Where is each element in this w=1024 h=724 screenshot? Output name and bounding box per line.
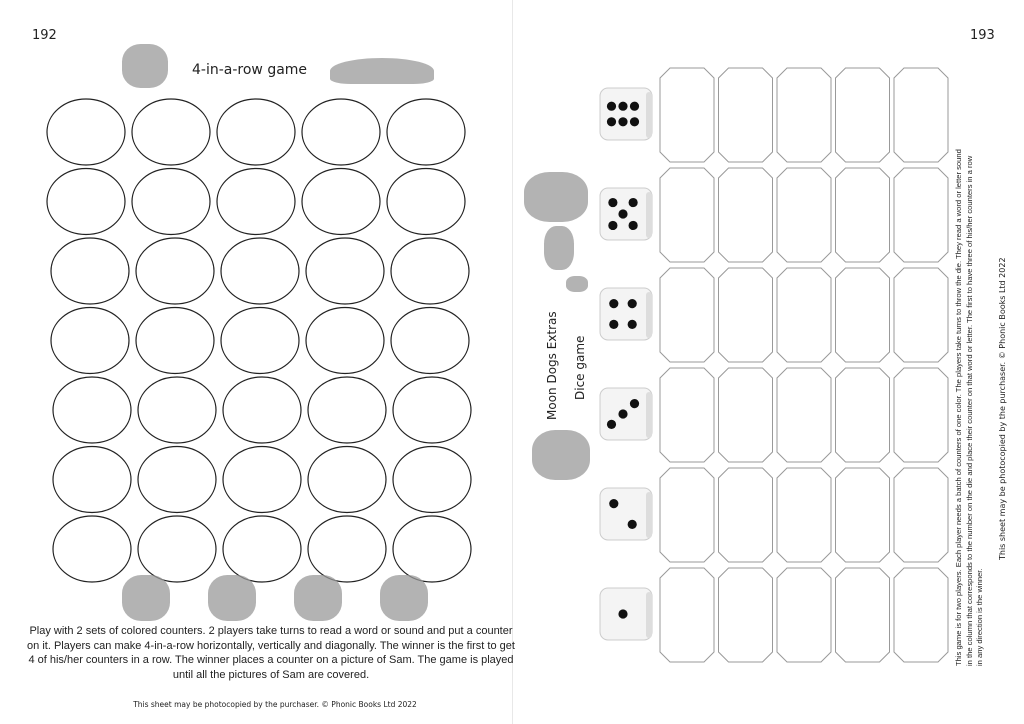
counter-oval[interactable] bbox=[53, 447, 131, 513]
counter-oval[interactable] bbox=[302, 169, 380, 235]
word-card[interactable] bbox=[719, 568, 773, 662]
counter-oval[interactable] bbox=[302, 99, 380, 165]
die-pip bbox=[607, 117, 616, 126]
instruction-line: in any direction is the winner. bbox=[975, 568, 984, 666]
dice-board bbox=[512, 0, 1024, 724]
page-title: 4-in-a-row game bbox=[192, 62, 308, 78]
die-pip bbox=[618, 209, 627, 218]
counter-oval[interactable] bbox=[306, 308, 384, 374]
die-pip bbox=[618, 102, 627, 111]
word-card[interactable] bbox=[777, 168, 831, 262]
word-card[interactable] bbox=[836, 168, 890, 262]
counter-oval[interactable] bbox=[223, 447, 301, 513]
die-pip bbox=[609, 499, 618, 508]
die-pip bbox=[629, 221, 638, 230]
die-pip bbox=[628, 299, 637, 308]
word-card[interactable] bbox=[894, 268, 948, 362]
counter-oval[interactable] bbox=[308, 377, 386, 443]
sam-dog-picture[interactable] bbox=[122, 575, 170, 621]
counter-oval[interactable] bbox=[391, 238, 469, 304]
word-card[interactable] bbox=[719, 168, 773, 262]
page-number-right: 193 bbox=[970, 28, 995, 43]
die-pip bbox=[618, 409, 627, 418]
instruction-line: This game is for two players. Each player needs a batch of counters of one color. The players take turns to throw the die. They read a word or letter sound bbox=[954, 149, 963, 666]
sam-dog-picture[interactable] bbox=[208, 575, 256, 621]
die-pip bbox=[630, 399, 639, 408]
counter-oval[interactable] bbox=[51, 238, 129, 304]
counter-oval[interactable] bbox=[132, 99, 210, 165]
counter-oval[interactable] bbox=[217, 99, 295, 165]
counter-oval[interactable] bbox=[393, 447, 471, 513]
word-card[interactable] bbox=[777, 568, 831, 662]
word-card[interactable] bbox=[836, 68, 890, 162]
sam-dog-picture[interactable] bbox=[294, 575, 342, 621]
counter-oval[interactable] bbox=[308, 516, 386, 582]
instructions-rotated bbox=[954, 149, 986, 666]
word-card[interactable] bbox=[660, 68, 714, 162]
word-card[interactable] bbox=[719, 268, 773, 362]
word-card[interactable] bbox=[719, 468, 773, 562]
die-5 bbox=[600, 188, 652, 240]
counter-oval[interactable] bbox=[138, 516, 216, 582]
die-2 bbox=[600, 488, 652, 540]
counter-oval[interactable] bbox=[53, 516, 131, 582]
counter-oval[interactable] bbox=[387, 99, 465, 165]
word-card[interactable] bbox=[777, 468, 831, 562]
sam-dog-picture[interactable] bbox=[380, 575, 428, 621]
counter-oval[interactable] bbox=[217, 169, 295, 235]
die-3 bbox=[600, 388, 652, 440]
word-card[interactable] bbox=[894, 368, 948, 462]
word-card[interactable] bbox=[660, 368, 714, 462]
die-pip bbox=[608, 221, 617, 230]
page-number-left: 192 bbox=[32, 28, 57, 43]
counter-oval[interactable] bbox=[308, 447, 386, 513]
word-card[interactable] bbox=[836, 268, 890, 362]
die-4 bbox=[600, 288, 652, 340]
word-card[interactable] bbox=[660, 168, 714, 262]
die-pip bbox=[630, 117, 639, 126]
counter-oval[interactable] bbox=[306, 238, 384, 304]
counter-oval[interactable] bbox=[221, 308, 299, 374]
series-title: Moon Dogs Extras bbox=[545, 311, 559, 420]
counter-oval[interactable] bbox=[132, 169, 210, 235]
die-pip bbox=[628, 520, 637, 529]
counter-oval[interactable] bbox=[138, 447, 216, 513]
counter-oval[interactable] bbox=[138, 377, 216, 443]
word-card[interactable] bbox=[777, 68, 831, 162]
copyright-footer-right: This sheet may be photocopied by the purchaser. © Phonic Books Ltd 2022 bbox=[998, 257, 1007, 560]
instructions: Play with 2 sets of colored counters. 2 players take turns to read a word or sound and put a counter on it. Players can make 4-in-a-row horizontally, vertically and diagonally. The winner is the first to get 4 of his/her counters in a row. The winner places a counter on a picture of Sam. The game is played until all the pictures of Sam are covered. bbox=[27, 625, 515, 681]
word-card[interactable] bbox=[660, 468, 714, 562]
word-card[interactable] bbox=[836, 368, 890, 462]
word-card[interactable] bbox=[836, 568, 890, 662]
game-title: Dice game bbox=[573, 335, 587, 400]
die-pip bbox=[618, 609, 627, 618]
word-card[interactable] bbox=[777, 268, 831, 362]
die-pip bbox=[609, 320, 618, 329]
counter-oval[interactable] bbox=[223, 516, 301, 582]
word-card[interactable] bbox=[894, 468, 948, 562]
die-pip bbox=[607, 420, 616, 429]
die-pip bbox=[607, 102, 616, 111]
word-card[interactable] bbox=[660, 568, 714, 662]
word-card[interactable] bbox=[836, 468, 890, 562]
die-pip bbox=[630, 102, 639, 111]
die-pip bbox=[608, 198, 617, 207]
die-1 bbox=[600, 588, 652, 640]
instruction-line: in the column that corresponds to the number on the die and place their counter on that word or letter. The first to have three of his/her counters in a row bbox=[964, 155, 974, 666]
word-card[interactable] bbox=[719, 368, 773, 462]
counter-oval[interactable] bbox=[391, 308, 469, 374]
die-pip bbox=[628, 320, 637, 329]
counter-oval[interactable] bbox=[393, 516, 471, 582]
counter-oval[interactable] bbox=[221, 238, 299, 304]
counter-oval[interactable] bbox=[53, 377, 131, 443]
word-card[interactable] bbox=[894, 168, 948, 262]
word-card[interactable] bbox=[894, 68, 948, 162]
word-card[interactable] bbox=[660, 268, 714, 362]
counter-oval[interactable] bbox=[51, 308, 129, 374]
die-pip bbox=[629, 198, 638, 207]
die-pip bbox=[618, 117, 627, 126]
counter-oval[interactable] bbox=[47, 99, 125, 165]
die-6 bbox=[600, 88, 652, 140]
word-card[interactable] bbox=[894, 568, 948, 662]
word-card[interactable] bbox=[719, 68, 773, 162]
counter-oval[interactable] bbox=[223, 377, 301, 443]
counter-oval[interactable] bbox=[387, 169, 465, 235]
counter-oval[interactable] bbox=[136, 308, 214, 374]
copyright-footer: This sheet may be photocopied by the purchaser. © Phonic Books Ltd 2022 bbox=[133, 700, 417, 709]
word-card[interactable] bbox=[777, 368, 831, 462]
counter-oval[interactable] bbox=[47, 169, 125, 235]
die-pip bbox=[609, 299, 618, 308]
counter-oval[interactable] bbox=[136, 238, 214, 304]
counter-oval[interactable] bbox=[393, 377, 471, 443]
